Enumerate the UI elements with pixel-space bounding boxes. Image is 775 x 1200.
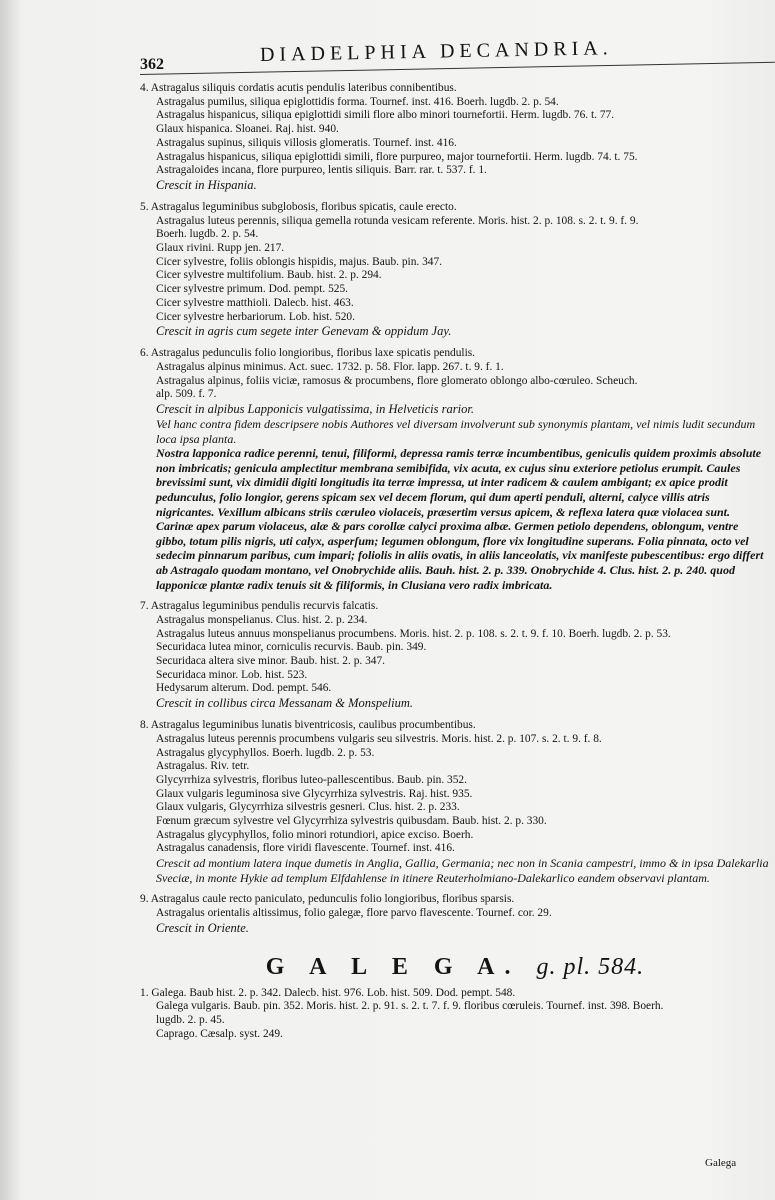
synonym-line: Securidaca lutea minor, corniculis recurvis. Baub. pin. 349. — [156, 641, 427, 654]
synonym-line: Glaux vulgaris leguminosa sive Glycyrrhiza sylvestris. Raj. hist. 935. — [156, 787, 473, 800]
genus-reference: g. pl. 584. — [536, 953, 645, 980]
entry-heading: 1. Galega. Baub hist. 2. p. 342. Dalecb. hist. 976. Lob. hist. 509. Dod. pempt. 548. — [140, 986, 516, 999]
synonym-line: Astragalus glycyphyllos. Boerh. lugdb. 2. p. 53. — [156, 746, 375, 759]
synonym-line: Cicer sylvestre primum. Dod. pempt. 525. — [156, 283, 349, 296]
synonym-line: Astragalus alpinus minimus. Act. suec. 1732. p. 58. Flor. lapp. 267. t. 9. f. 1. — [156, 360, 504, 373]
habitat-note: Crescit ad montium latera inque dumetis in Anglia, Gallia, Germania; nec non in Scania campestri, immo & in ipsa Dalekarlia Sveciæ, in monte Hykie ad templum Elfdahlense in itinere Reuterholmiano-Dalekarlico eandem observavi plantam. — [156, 856, 769, 885]
species-entry-7 — [140, 600, 770, 711]
synonym-line: Fœnum græcum sylvestre vel Glycyrrhiza sylvestris quibusdam. Baub. hist. 2. p. 330. — [156, 815, 547, 828]
synonym-line: Securidaca altera sive minor. Baub. hist. 2. p. 347. — [156, 655, 386, 667]
species-entry-9 — [140, 893, 770, 935]
synonym-line: Astragalus monspelianus. Clus. hist. 2. p. 234. — [156, 613, 368, 626]
synonym-line: Glaux hispanica. Sloanei. Raj. hist. 940. — [156, 123, 339, 136]
entry-heading: 4. Astragalus siliquis cordatis acutis pendulis lateribus connibentibus. — [140, 82, 457, 94]
running-head: DIADELPHIA DECANDRIA. — [259, 37, 613, 66]
species-entry-galega-1 — [140, 987, 770, 1042]
synonym-line: Astragalus supinus, siliquis villosis glomeratis. Tournef. inst. 416. — [156, 136, 457, 149]
synonym-line: Astragalus luteus perennis, siliqua gemella rotunda vesicam referente. Moris. hist. 2. p. 108. s. 2. t. 9. f. 9. — [156, 214, 639, 227]
synonym-line: Astragalus luteus annuus monspelianus procumbens. Moris. hist. 2. p. 108. s. 2. t. 9. f. 10. Boerh. lugdb. 2. p. 53. — [156, 627, 671, 640]
habitat-note: Crescit in agris cum segete inter Genevam & oppidum Jay. — [156, 324, 452, 339]
synonym-line: Astragalus hispanicus, siliqua epiglottidi simili flore albo minori tournefortii. Herm. lugdb. 76. t. 77. — [156, 109, 615, 122]
synonym-line: Securidaca minor. Lob. hist. 523. — [156, 668, 308, 681]
synonym-line: Astragalus pumilus, siliqua epiglottidis forma. Tournef. inst. 416. Boerh. lugdb. 2. p. 54. — [156, 95, 559, 108]
habitat-note: Crescit in alpibus Lapponicis vulgatissima, in Helveticis rarior. — [156, 402, 474, 417]
entry-heading: 5. Astragalus leguminibus subglobosis, floribus spicatis, caule erecto. — [140, 200, 457, 213]
entry-heading: 7. Astragalus leguminibus pendulis recurvis falcatis. — [140, 600, 379, 613]
synonym-line: Caprago. Cæsalp. syst. 249. — [156, 1027, 283, 1040]
habitat-note: Crescit in Hispania. — [156, 177, 257, 192]
header-rule — [140, 62, 775, 75]
genus-name: G A L E G A. — [265, 953, 521, 980]
synonym-line: Cicer sylvestre matthioli. Dalecb. hist. 463. — [156, 296, 354, 309]
synonym-line: Astragalus hispanicus, siliqua epiglottidi simili, flore purpureo, major tournefortii. Herm. lugdb. 74. t. 75. — [156, 150, 638, 163]
synonym-line: Glaux rivini. Rupp jen. 217. — [156, 242, 285, 255]
description-paragraph: Nostra lapponica radice perenni, tenui, filiformi, depressa ramis terræ incumbentibus, geniculis quidem proximis absolute non imbricatis; genicula amplectitur membrana semibifida, vix acuta, ex cujus sinu exteriore petiolus erumpit. Caules brevissimi sunt, vix dimidii digiti longitudis ita terræ impressa, ut inter radicem & caulem ambigant; ex apice prodit pedunculus, folio longior, gerens spicam sex vel decem florum, qui dum aperti penduli, alterni, calyce villis atris nigricantes. Vexillum albicans striis cæruleo violaceis, præsertim versus apicem, & reflexa latera quæ violacea sunt. Carinæ apex parum violaceus, alæ & pars corollæ calyci proxima albæ. Germen petiolo dependens, oblongum, ventre gibbo, totum pilis nigris, uti calyx, asperſum; legumen oblongum, flore vix longitudine superans. Folia pinnata, octo vel sedecim pinnarum paribus, cum impari; foliolis in aliis ovatis, in aliis lanceolatis, vix manifeste pubescentibus: ergo differt ab Astragalo quodam montano, vel Onobrychide aliis. Bauh. hist. 2. p. 339. Onobrychide 4. Clus. hist. 2. p. 240. quod lapponicæ plantæ radix tenuis sit & filiformis, in Clusiana vero radix imbricata. — [156, 446, 764, 592]
entry-heading: 8. Astragalus leguminibus lunatis biventricosis, caulibus procumbentibus. — [140, 719, 476, 732]
species-entry-5 — [140, 201, 770, 339]
synonym-line: Cicer sylvestre multifolium. Baub. hist. 2. p. 294. — [156, 269, 382, 282]
catchword: Galega — [705, 1157, 737, 1169]
synonym-line: Astragaloides incana, flore purpureo, lentis siliquis. Barr. rar. t. 537. f. 1. — [156, 164, 487, 177]
synonym-line: Astragalus glycyphyllos, folio minori rotundiori, apice exciso. Boerh. — [156, 828, 474, 841]
synonym-line: Astragalus luteus perennis procumbens vulgaris seu silvestris. Moris. hist. 2. p. 107. s. 2. t. 9. f. 8. — [156, 732, 602, 745]
synonym-line: Hedysarum alterum. Dod. pempt. 546. — [156, 682, 332, 695]
synonym-line: Glaux vulgaris, Glycyrrhiza silvestris gesneri. Clus. hist. 2. p. 233. — [156, 801, 460, 814]
synonym-line: alp. 509. f. 7. — [156, 388, 217, 401]
species-entry-4 — [140, 82, 770, 193]
synonym-line: Astragalus alpinus, foliis viciæ, ramosus & procumbens, flore glomerato oblongo albo-cœruleo. Scheuch. — [156, 374, 638, 387]
species-entry-6 — [140, 347, 770, 592]
synonym-line: Cicer sylvestre herbariorum. Lob. hist. 520. — [156, 310, 355, 323]
synonym-line: Astragalus orientalis altissimus, folio galegæ, flore parvo flavescente. Tournef. cor. 29. — [156, 907, 552, 920]
entry-heading: 6. Astragalus pedunculis folio longioribus, floribus laxe spicatis pendulis. — [140, 347, 476, 360]
synonym-line: Boerh. lugdb. 2. p. 54. — [156, 228, 259, 241]
synonym-line: Galega vulgaris. Baub. pin. 352. Moris. hist. 2. p. 91. s. 2. t. 7. f. 9. floribus cœruleis. Tournef. inst. 398. Boerh. — [156, 1000, 664, 1013]
page-number: 362 — [140, 56, 164, 73]
synonym-line: Astragalus canadensis, flore viridi flavescente. Tournef. inst. 416. — [156, 842, 455, 855]
page-body — [140, 82, 770, 1050]
synonym-line: Cicer sylvestre, foliis oblongis hispidis, majus. Baub. pin. 347. — [156, 255, 443, 268]
synonym-line: Astragalus. Riv. tetr. — [156, 760, 250, 773]
synonym-line: Glycyrrhiza sylvestris, floribus luteo-pallescentibus. Baub. pin. 352. — [156, 773, 467, 786]
entry-heading: 9. Astragalus caule recto paniculato, pedunculis folio longioribus, floribus sparsis. — [140, 893, 515, 906]
genus-heading — [140, 954, 770, 981]
page-header — [140, 38, 775, 78]
species-entry-8 — [140, 719, 770, 885]
commentary-paragraph: Vel hanc contra fidem descripsere nobis Authores vel diversam involverunt sub synonymis plantam, vel nimis ludit secundum loca ipsa planta. — [156, 417, 756, 446]
synonym-line: lugdb. 2. p. 45. — [156, 1014, 225, 1027]
habitat-note: Crescit in collibus circa Messanam & Monspelium. — [156, 696, 414, 711]
habitat-note: Crescit in Oriente. — [156, 920, 249, 935]
